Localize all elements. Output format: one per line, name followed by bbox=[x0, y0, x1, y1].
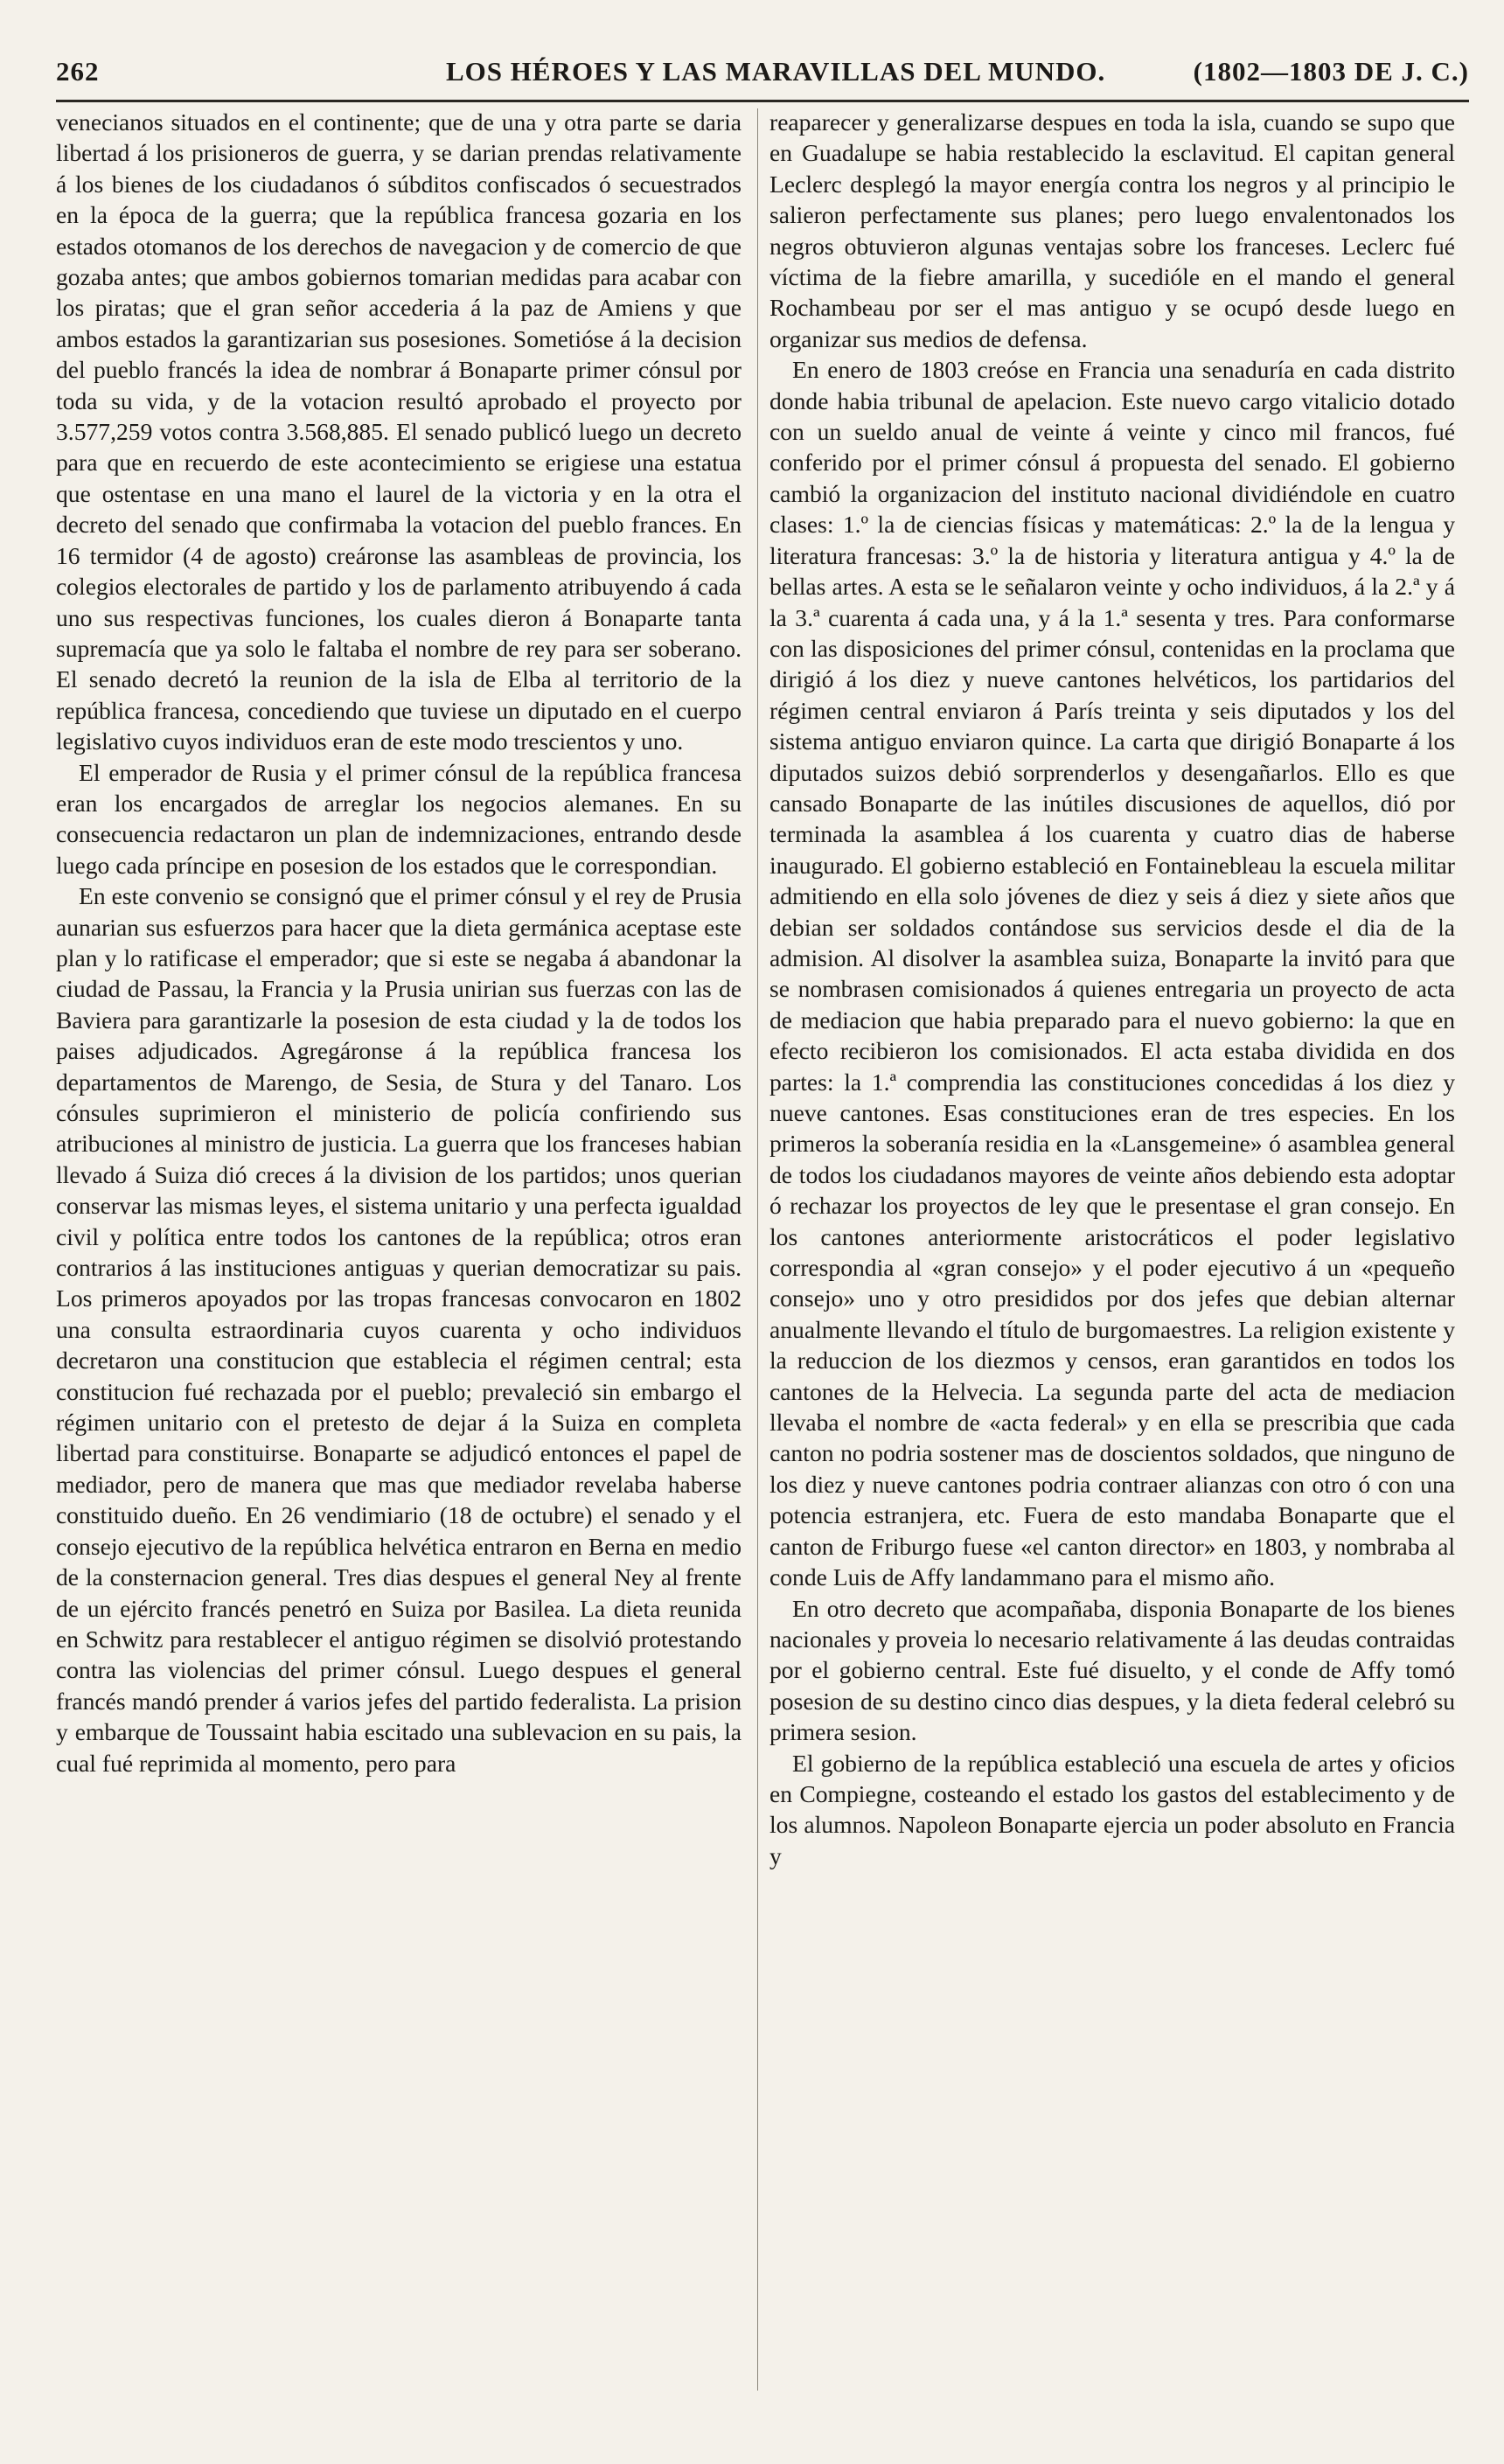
paragraph: En otro decreto que acompañaba, disponia Bonaparte de los bienes nacionales y proveia lo necesario relativamente á las deudas contraidas por el gobierno central. Este fué disuelto, y el conde de Affy tomó posesion de su destino cinco dias despues, y la dieta federal celebró su primera sesion. bbox=[769, 1594, 1455, 1746]
column-divider bbox=[757, 108, 758, 2391]
paragraph: El emperador de Rusia y el primer cónsul de la república francesa eran los encargados de arreglar los negocios alemanes. En su consecuencia redactaron un plan de indemnizaciones, entrando desde luego cada príncipe en posesion de los estados que le correspondian. bbox=[56, 758, 742, 879]
date-range: (1802—1803 DE J. C.) bbox=[1193, 56, 1469, 87]
paragraph: En este convenio se consignó que el primer cónsul y el rey de Prusia aunarian sus esfuerzos para hacer que la dieta germánica aceptase este plan y lo ratificase el emperador; que si este se negaba á abandonar la ciudad de Passau, la Francia y la Prusia unirian sus fuerzas con las de Baviera para garantizarle la posesion de esta ciudad y la de todos los paises adjudicados. Agregáronse á la república francesa los departamentos de Marengo, de Sesia, de Stura y del Tanaro. Los cónsules suprimieron el ministerio de policía confiriendo sus atribuciones al ministro de justicia. La guerra que los franceses habian llevado á Suiza dió creces á la division de los partidos; unos querian conservar las mismas leyes, el sistema unitario y una perfecta igualdad civil y política entre todos los cantones de la república; otros eran contrarios á las instituciones antiguas y querian democratizar su pais. Los primeros apoyados por las tropas francesas convocaron en 1802 una consulta estraordinaria cuyos cuarenta y ocho individuos decretaron una constitucion que establecia el régimen central; esta constitucion fué rechazada por el pueblo; prevaleció sin embargo el régimen unitario con el pretesto de dejar á la Suiza en completa libertad para constituirse. Bonaparte se adjudicó entonces el papel de mediador, pero de manera que mas que mediador revelaba haberse constituido dueño. En 26 vendimiario (18 de octubre) el senado y el consejo ejecutivo de la república helvética entraron en Berna en medio de la consternacion general. Tres dias despues el general Ney al frente de un ejército francés penetró en Suiza por Basilea. La dieta reunida en Schwitz para restablecer el antiguo régimen se disolvió protestando contra las violencias del primer cónsul. Luego despues el general francés mandó prender á varios jefes del partido federalista. La prision y embarque de Toussaint habia escitado una sublevacion en su pais, la cual fué reprimida al momento, pero para bbox=[56, 882, 742, 1777]
page-number: 262 bbox=[56, 56, 100, 87]
paragraph: reaparecer y generalizarse despues en toda la isla, cuando se supo que en Guadalupe se habia restablecido la esclavitud. El capitan general Leclerc desplegó la mayor energía contra los negros y al principio le salieron perfectamente sus planes; pero luego envalentonados los negros obtuvieron algunas ventajas sobre los franceses. Leclerc fué víctima de la fiebre amarilla, y sucedióle en el mando el general Rochambeau por ser el mas antiguo y se ocupó desde luego en organizar sus medios de defensa. bbox=[769, 108, 1455, 352]
paragraph: venecianos situados en el continente; que de una y otra parte se daria libertad á los prisioneros de guerra, y se darian prendas relativamente á los bienes de los ciudadanos ó súbditos confiscados ó secuestrados en la época de la guerra; que la república francesa gozaria en los estados otomanos de los derechos de navegacion y de comercio de que gozaba antes; que ambos gobiernos tomarian medidas para acabar con los piratas; que el gran señor accederia á la paz de Amiens y que ambos estados la garantizarian sus posesiones. Sometióse á la decision del pueblo francés la idea de nombrar á Bonaparte primer cónsul por toda su vida, y de la votacion resultó aprobado el proyecto por 3.577,259 votos contra 3.568,885. El senado publicó luego un decreto para que en recuerdo de este acontecimiento se erigiese una estatua que ostentase en una mano el laurel de la victoria y en la otra el decreto del senado que confirmaba la votacion del pueblo frances. En 16 termidor (4 de agosto) creáronse las asambleas de provincia, los colegios electorales de partido y los de parlamento atribuyendo á cada uno sus respectivas funciones, los cuales dieron á Bonaparte tanta supremacía que ya solo le faltaba el nombre de rey para ser soberano. El senado decretó la reunion de la isla de Elba al territorio de la república francesa, concediendo que tuviese un diputado en el cuerpo legislativo cuyos individuos eran de este modo trescientos y uno. bbox=[56, 108, 742, 755]
paragraph: El gobierno de la república estableció una escuela de artes y oficios en Compiegne, costeando el estado los gastos del establecimento y de los alumnos. Napoleon Bonaparte ejercia un poder absoluto en Francia y bbox=[769, 1749, 1455, 1869]
left-column bbox=[56, 107, 742, 2415]
running-title: LOS HÉROES Y LAS MARAVILLAS DEL MUNDO. bbox=[446, 56, 1106, 87]
right-column bbox=[769, 107, 1455, 2415]
paragraph: En enero de 1803 creóse en Francia una senaduría en cada distrito donde habia tribunal de apelacion. Este nuevo cargo vitalicio dotado con un sueldo anual de veinte á veinte y cinco mil francos, fué conferido por el primer cónsul á propuesta del senado. El gobierno cambió la organizacion del instituto nacional dividiéndole en cuatro clases: 1.º la de ciencias físicas y matemáticas: 2.º la de la lengua y literatura francesas: 3.º la de historia y literatura antigua y 4.º la de bellas artes. A esta se le señalaron veinte y ocho individuos, á la 2.ª y á la 3.ª cuarenta á cada una, y á la 1.ª sesenta y tres. Para conformarse con las disposiciones del primer cónsul, contenidas en la proclama que dirigió á los diez y nueve cantones helvéticos, los partidarios del régimen central enviaron á París treinta y seis diputados y los del sistema antiguo enviaron quince. La carta que dirigió Bonaparte á los diputados suizos debió sorprenderlos y desengañarlos. Ello es que cansado Bonaparte de las inútiles discusiones de aquellos, dió por terminada la asamblea á los cuarenta y cuatro dias de haberse inaugurado. El gobierno estableció en Fontainebleau la escuela militar admitiendo en ella solo jóvenes de diez y seis á diez y siete años que debian ser soldados contándose sus servicios desde el dia de la admision. Al disolver la asamblea suiza, Bonaparte la invitó para que se nombrasen comisionados á quienes entregaria un proyecto de acta de mediacion que habia preparado para el nuevo gobierno: la que en efecto recibieron los comisionados. El acta estaba dividida en dos partes: la 1.ª comprendia las constituciones concedidas á los diez y nueve cantones. Esas constituciones eran de tres especies. En los primeros la soberanía residia en la «Lansgemeine» ó asamblea general de todos los ciudadanos mayores de veinte años debiendo esta adoptar ó rechazar los proyectos de ley que le presentase el gran consejo. En los cantones anteriormente aristocráticos el poder legislativo correspondia al «gran consejo» y el poder ejecutivo á un «pequeño consejo» uno y otro presididos por dos jefes que debian alternar anualmente llevando el título de burgomaestres. La religion existente y la reduccion de los diezmos y censos, eran garantidos en todos los cantones de la Helvecia. La segunda parte del acta de mediacion llevaba el nombre de «acta federal» y en ella se prescribia que cada canton no podria sostener mas de doscientos soldados, que ninguno de los diez y nueve cantones podria contraer alianzas con otro ó con una potencia estranjera, etc. Fuera de esto mandaba Bonaparte que el canton de Friburgo fuese «el canton director» en 1803, y nombraba al conde Luis de Affy landammano para el mismo año. bbox=[769, 356, 1455, 1591]
running-header bbox=[56, 51, 1469, 102]
